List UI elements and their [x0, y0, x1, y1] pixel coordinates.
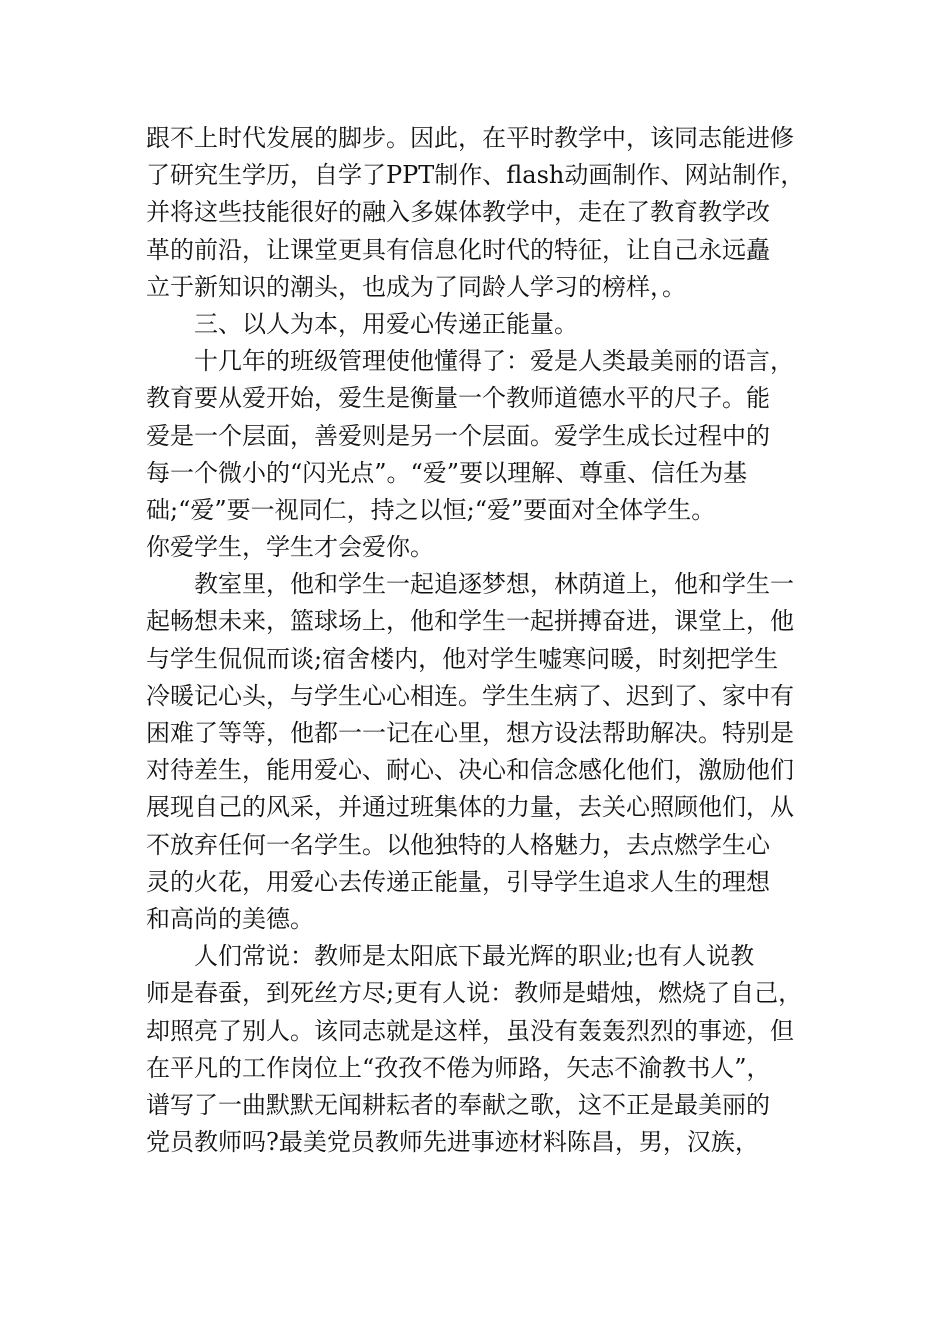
text-line: 与学生侃侃而谈;宿舍楼内，他对学生嘘寒问暖，时刻把学生	[146, 644, 779, 673]
text-line: 师是春蚕，到死丝方尽;更有人说：教师是蜡烛，燃烧了自己，	[146, 979, 803, 1008]
text-line: 人们常说：教师是太阳底下最光辉的职业;也有人说教	[194, 942, 755, 971]
text-line: 教室里，他和学生一起追逐梦想，林荫道上，他和学生一	[194, 570, 794, 599]
text-line: 冷暖记心头，与学生心心相连。学生生病了、迟到了、家中有	[146, 681, 794, 710]
text-line: 你爱学生，学生才会爱你。	[146, 533, 434, 562]
text-line: 和高尚的美德。	[146, 904, 314, 933]
text-line: 每一个微小的“闪光点”。“爱”要以理解、尊重、信任为基	[146, 458, 748, 487]
text-line: 困难了等等，他都一一记在心里，想方设法帮助解决。特别是	[146, 719, 794, 747]
text-line: 并将这些技能很好的融入多媒体教学中，走在了教育教学改	[146, 198, 770, 227]
text-line: 三、以人为本，用爱心传递正能量。	[194, 309, 578, 338]
text-line: 础;“爱”要一视同仁，持之以恒;“爱”要面对全体学生。	[146, 495, 716, 524]
text-line: 不放弃任何一名学生。以他独特的人格魅力，去点燃学生心	[146, 830, 770, 859]
text-line: 对待差生，能用爱心、耐心、决心和信念感化他们，激励他们	[146, 756, 794, 785]
text-line: 谱写了一曲默默无闻耕耘者的奉献之歌，这不正是最美丽的	[146, 1090, 770, 1119]
text-line: 教育要从爱开始，爱生是衡量一个教师道德水平的尺子。能	[146, 384, 770, 413]
text-line: 起畅想未来，篮球场上，他和学生一起拼搏奋进，课堂上，他	[146, 607, 794, 636]
document-body	[146, 120, 826, 1161]
text-line: 革的前沿，让课堂更具有信息化时代的特征，让自己永远矗	[146, 235, 770, 264]
text-line: 却照亮了别人。该同志就是这样，虽没有轰轰烈烈的事迹，但	[146, 1016, 794, 1045]
text-line: 立于新知识的潮头，也成为了同龄人学习的榜样，。	[146, 272, 686, 301]
text-line: 十几年的班级管理使他懂得了：爱是人类最美丽的语言，	[194, 347, 794, 376]
text-line: 了研究生学历，自学了PPT制作、flash动画制作、网站制作，	[146, 161, 805, 190]
text-line: 党员教师吗?最美党员教师先进事迹材料陈昌，男，汉族，	[146, 1128, 759, 1157]
text-line: 跟不上时代发展的脚步。因此，在平时教学中，该同志能进修	[146, 124, 794, 152]
text-line: 灵的火花，用爱心去传递正能量，引导学生追求人生的理想	[146, 867, 770, 896]
text-line: 在平凡的工作岗位上“孜孜不倦为师路，矢志不渝教书人”，	[146, 1053, 771, 1082]
text-line: 展现自己的风采，并通过班集体的力量，去关心照顾他们，从	[146, 793, 794, 822]
text-line: 爱是一个层面，善爱则是另一个层面。爱学生成长过程中的	[146, 421, 770, 450]
